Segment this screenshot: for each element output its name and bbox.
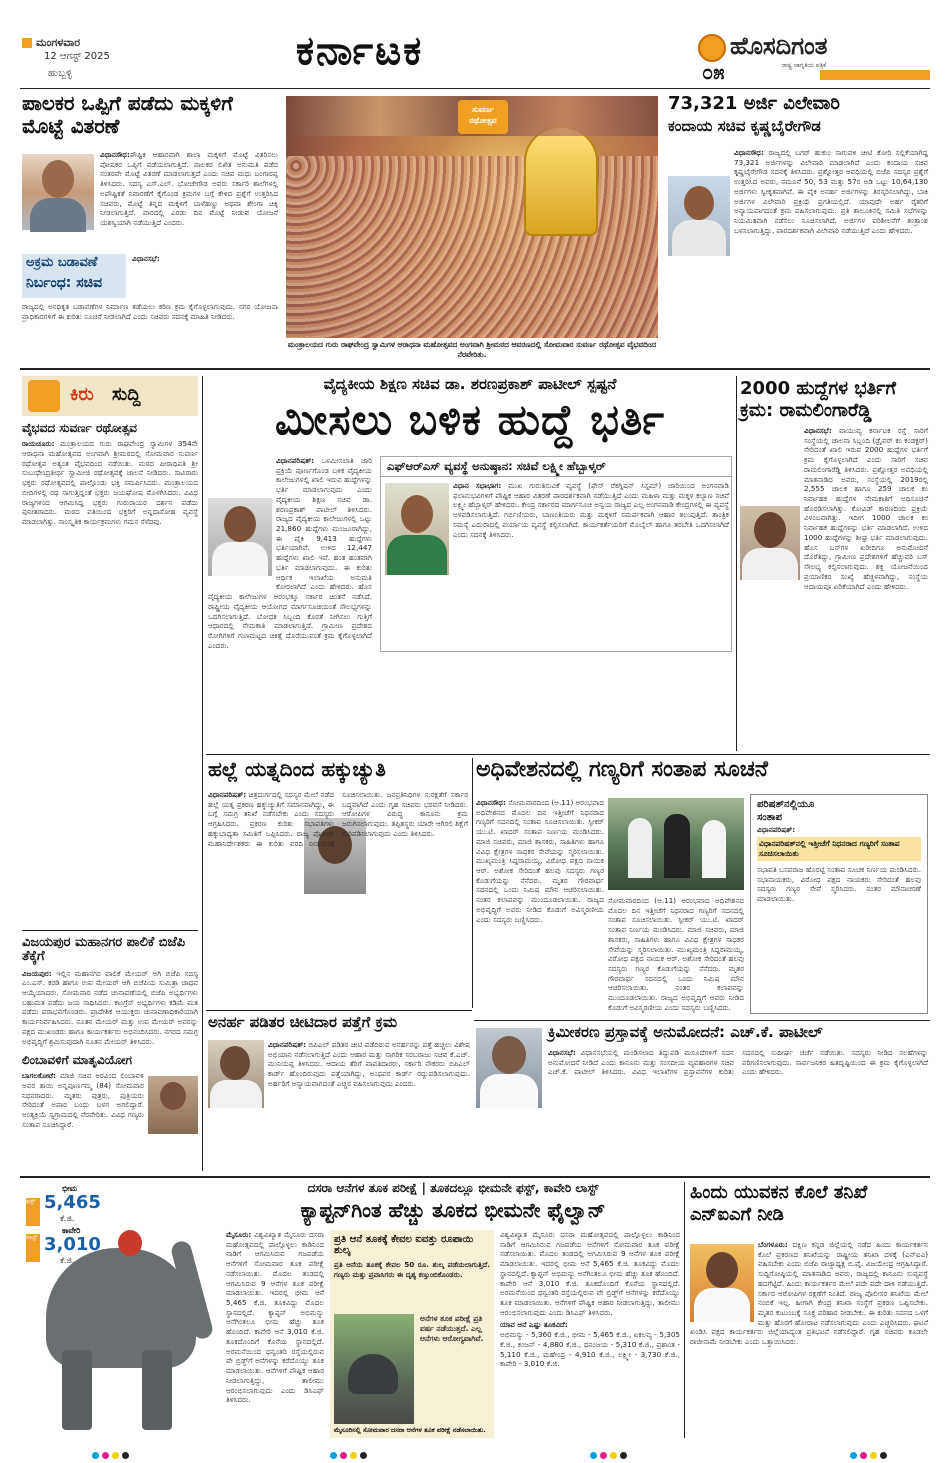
brief-item — [22, 422, 198, 806]
story-body-continued — [500, 1230, 680, 1438]
briefs-title-b: ಸುದ್ದಿ — [112, 384, 141, 405]
chariot-festival-photo — [286, 96, 658, 338]
headline: 2000 ಹುದ್ದೆಗಳ ಭರ್ತಿಗೆ ಕ್ರಮ: ರಾಮಲಿಂಗಾರೆಡ್ಡಿ — [740, 378, 896, 421]
subhead: ಯಾವ ಆನೆ ಎಷ್ಟು ತೂಕವಿದೆ: — [500, 1320, 568, 1330]
golden-chariot-icon — [524, 126, 598, 236]
story-egg-distribution — [22, 92, 278, 252]
story-body — [548, 1048, 928, 1166]
box-quote: ಆನೆಗಳ ತೂಕ ಪರೀಕ್ಷೆ ಪ್ರತಿ ವರ್ಷ ನಡೆಯುತ್ತದೆ. ಎಲ್ಲ ಆನೆಗಳು ಆರೋಗ್ಯವಾಗಿವೆ. — [420, 1314, 484, 1344]
date-accent-bar — [22, 38, 32, 48]
issue-date: 12 ಆಗಸ್ಟ್ 2025 — [44, 51, 110, 62]
story-privilege-breach — [208, 758, 468, 1006]
registration-marks-left — [92, 1444, 132, 1463]
box-headline: ಪ್ರತಿ ಆನೆ ತೂಕಕ್ಕೆ ಕೇವಲ ಐವತ್ತು ರೂಪಾಯಿ ಶುಲ್ಕ — [334, 1234, 474, 1256]
byline: ವಿಧಾನಸಭೆ: — [548, 1048, 576, 1057]
fee-box — [330, 1230, 494, 1438]
briefs-hand-icon — [28, 380, 60, 412]
headline: ಹಿಂದು ಯುವಕನ ಕೊಲೆ ತನಿಖೆ ಎನ್‌ಐಎಗೆ ನೀಡಿ — [690, 1182, 868, 1225]
box-photo-caption: ಮೈಸೂರಿನಲ್ಲಿ ಸೋಮವಾರ ದಸರಾ ಆನೆಗಳ ತೂಕ ಪರೀಕ್ಷೆ ನಡೆಸಲಾಯಿತು. — [334, 1426, 486, 1434]
box-body — [385, 481, 729, 649]
byline: ಮೈಸೂರು: — [226, 1230, 252, 1239]
council-box — [750, 794, 928, 1014]
masthead-rule — [20, 88, 930, 89]
person-figure-icon — [628, 818, 652, 878]
kicker: ದಸರಾ ಆನೆಗಳ ತೂಕ ಪರೀಕ್ಷೆ | ತೂಕದಲ್ಲೂ ಭೀಮನೇ ಫಸ್ಟ್, ಕಾವೇರಿ ಲಾಸ್ಟ್ — [307, 1181, 599, 1195]
box-headline: ಸಂತಾಪ — [757, 812, 782, 823]
column-rule — [736, 376, 737, 751]
story-bill-approval — [476, 1024, 928, 1170]
registration-marks-mid — [590, 1444, 630, 1463]
byline: ವಿಧಾನಪರಿಷತ್: — [208, 790, 247, 799]
headline: 73,321 ಅರ್ಜಿ ವಿಲೇವಾರಿ — [668, 93, 840, 114]
box-headline: ಎಫ್‌ಆರ್‌ಎಸ್ ವ್ಯವಸ್ಥೆ ಅನುಷ್ಠಾನ: ಸಚಿವೆ ಲಕ್ಷ್ಮೀ ಹೆಬ್ಬಾಳ್ಕರ್ — [387, 459, 606, 473]
box-highlight: ವಿಧಾನಪರಿಷತ್‌ನಲ್ಲಿ ಇತ್ತೀಚೆಗೆ ನಿಧನರಾದ ಗಣ್ಯರಿಗೆ ಸಂತಾಪ ಸೂಚಿಸಲಾಯಿತು — [757, 837, 921, 861]
byline: ವಿಧಾನ ಸಭಾಭಾಗ: — [453, 481, 502, 490]
story-text: ವಾಯುವ್ಯ ಕರ್ನಾಟಕ ರಸ್ತೆ ಸಾರಿಗೆ ಸಂಸ್ಥೆಯಲ್ಲಿ ಚಾಲನಾ ಸಿಬ್ಬಂದಿ (ಡ್ರೈವರ್ ಕಂ ಕಂಡಕ್ಟರ್) ಸೇರಿದಂತೆ ಖಾಲಿ ಇರುವ 2000 ಹುದ್ದೆಗಳ ಭರ್ತಿಗೆ ಕ್ರಮ ಕೈಗೊಳ್ಳಲಾಗಿದೆ ಎಂದು ಸಾರಿಗೆ ಸಚಿವ ರಾಮಲಿಂಗಾರೆಡ್ಡಿ ತಿಳಿಸಿದರು. ಪ್ರಶ್ನೋತ್ತರ ಅವಧಿಯಲ್ಲಿ ಮಾತನಾಡಿದ ಅವರು, ಸಂಸ್ಥೆಯಲ್ಲಿ 2019ರಲ್ಲಿ 2,555 ಚಾಲಕ ಹಾಗೂ 259 ಚಾಲಕ ಕಂ ನಿರ್ವಾಹಕ ಹುದ್ದೆಗಳ ನೇಮಕಾತಿಗೆ ಅಧಿಸೂಚನೆ ಹೊರಡಿಸಲಾಗಿತ್ತು. ಕೋವಿಡ್ ಕಾರಣದಿಂದ ಪ್ರಕ್ರಿಯೆ ವಿಳಂಬವಾಗಿತ್ತು. ಇದೀಗ 1000 ಚಾಲಕ ಕಂ ನಿರ್ವಾಹಕ ಹುದ್ದೆಗಳನ್ನು ಭರ್ತಿ ಮಾಡಲಾಗಿದೆ. ಉಳಿದ 1000 ಹುದ್ದೆಗಳನ್ನು ಶೀಘ್ರ ಭರ್ತಿ ಮಾಡಲಾಗುವುದು. ಹೊಸ ಬಸ್‌ಗಳ ಖರೀದಿಗೂ ಅನುಮೋದನೆ ದೊರೆತಿದ್ದು, ಗ್ರಾಮೀಣ ಪ್ರದೇಶಗಳಿಗೆ ಹೆಚ್ಚುವರಿ ಬಸ್ ಸೌಲಭ್ಯ ಕಲ್ಪಿಸಲಾಗುವುದು. ಶಕ್ತಿ ಯೋಜನೆಯಿಂದ ಪ್ರಯಾಣಿಕರ ಸಂಖ್ಯೆ ಹೆಚ್ಚಳವಾಗಿದ್ದು, ಸಂಸ್ಥೆಯ ಆದಾಯವೂ ಏರಿಕೆಯಾಗಿದೆ ಎಂದು ಹೇಳಿದರು. — [804, 426, 928, 591]
story-text: ರಾಜ್ಯದಲ್ಲಿ ಬಗರ್ ಹುಕುಂ ಸಾಗುವಳಿ ಚೀಟಿ ಕೋರಿ ಸಲ್ಲಿಕೆಯಾಗಿದ್ದ 73,321 ಅರ್ಜಿಗಳನ್ನು ವಿಲೇವಾರಿ ಮಾಡಲಾಗಿದೆ ಎಂದು ಕಂದಾಯ ಸಚಿವ ಕೃಷ್ಣಬೈರೇಗೌಡ ಸದನಕ್ಕೆ ತಿಳಿಸಿದರು. ಪ್ರಶ್ನೋತ್ತರ ಅವಧಿಯಲ್ಲಿ ಬಿಜೆಪಿ ಸದಸ್ಯರ ಪ್ರಶ್ನೆಗೆ ಉತ್ತರಿಸಿದ ಅವರು, ನಮೂನೆ 50, 53 ಮತ್ತು 57ರ ಅಡಿ ಒಟ್ಟು 10,64,130 ಅರ್ಜಿಗಳು ಸ್ವೀಕೃತವಾಗಿವೆ. ಈ ಪೈಕಿ ಅನರ್ಹ ಅರ್ಜಿಗಳನ್ನು ತಿರಸ್ಕರಿಸಲಾಗಿದ್ದು, ಬಾಕಿ ಅರ್ಜಿಗಳ ವಿಲೇವಾರಿ ಪ್ರಕ್ರಿಯೆ ಪ್ರಗತಿಯಲ್ಲಿದೆ. ಯಾವುದೇ ಅರ್ಹ ರೈತರಿಗೆ ಅನ್ಯಾಯವಾಗದಂತೆ ಕ್ರಮ ವಹಿಸಲಾಗುವುದು. ಪ್ರತಿ ತಾಲೂಕಿನಲ್ಲಿ ಸಮಿತಿ ಸಭೆಗಳನ್ನು ನಿಯಮಿತವಾಗಿ ನಡೆಸಲು ಸೂಚಿಸಲಾಗಿದೆ. ಅರ್ಜಿಗಳ ಪರಿಶೀಲನೆಗೆ ತಂತ್ರಾಂಶ ಬಳಸಲಾಗುತ್ತಿದ್ದು, ಪಾರದರ್ಶಕವಾಗಿ ವಿಲೇವಾರಿ ನಡೆಯುತ್ತಿದೆ ಎಂದು ಹೇಳಿದರು. — [734, 148, 928, 235]
box-text: ಮುಖ ಗುರುತಿಸುವಿಕೆ ವ್ಯವಸ್ಥೆ (ಫೇಸ್ ರೆಕಗ್ನಿಷನ್ ಸಿಸ್ಟಮ್) ಜಾರಿಯಿಂದ ಅಂಗನವಾಡಿ ಫಲಾನುಭವಿಗಳಿಗೆ ಪೌಷ್ಟಿಕ ಆಹಾರ ವಿತರಣೆ ಪಾರದರ್ಶಕವಾಗಿ ನಡೆಯುತ್ತಿದೆ ಎಂದು ಮಹಿಳಾ ಮತ್ತು ಮಕ್ಕಳ ಕಲ್ಯಾಣ ಸಚಿವೆ ಲಕ್ಷ್ಮೀ ಹೆಬ್ಬಾಳ್ಕರ್ ಹೇಳಿದರು. ಕೇಂದ್ರ ಸರ್ಕಾರದ ಮಾರ್ಗಸೂಚಿ ಅನ್ವಯ ರಾಜ್ಯದ ಎಲ್ಲ ಅಂಗನವಾಡಿ ಕೇಂದ್ರಗಳಲ್ಲಿ ಈ ವ್ಯವಸ್ಥೆ ಅಳವಡಿಸಲಾಗುತ್ತಿದೆ. ಗರ್ಭಿಣಿಯರು, ಬಾಣಂತಿಯರು ಮತ್ತು ಮಕ್ಕಳಿಗೆ ಸಮರ್ಪಕವಾಗಿ ಆಹಾರ ತಲುಪುತ್ತಿದೆ. ತಾಂತ್ರಿಕ ಸಮಸ್ಯೆ ಎದುರಾದಲ್ಲಿ ಪರ್ಯಾಯ ವ್ಯವಸ್ಥೆ ಕಲ್ಪಿಸಲಾಗಿದೆ. ಕಾರ್ಯಕರ್ತೆಯರಿಗೆ ಮೊಬೈಲ್ ಹಾಗೂ ತರಬೇತಿ ಒದಗಿಸಲಾಗಿದೆ ಎಂದು ಸದನಕ್ಕೆ ತಿಳಿಸಿದರು. — [453, 481, 729, 539]
headline: ಹಲ್ಲೆ ಯತ್ನದಿಂದ ಹಕ್ಕುಚ್ಯುತಿ — [208, 757, 386, 781]
story-text: ಸೋಮವಾರದಿಂದ (ಆ.11) ಆರಂಭವಾದ ಅಧಿವೇಶನದ ಮೊದಲ ದಿನ ಇತ್ತೀಚೆಗೆ ನಿಧನರಾದ ಗಣ್ಯರಿಗೆ ಸದನದಲ್ಲಿ ಸಂತಾಪ ಸೂಚಿಸಲಾಯಿತು. ಸ್ಪೀಕರ್ ಯು.ಟಿ. ಖಾದರ್ ಸಂತಾಪ ನಿರ್ಣಯ ಮಂಡಿಸಿದರು. ಮಾಜಿ ಸಚಿವರು, ಮಾಜಿ ಶಾಸಕರು, ಸಾಹಿತಿಗಳು ಹಾಗೂ ವಿವಿಧ ಕ್ಷೇತ್ರಗಳ ಸಾಧಕರ ಸೇವೆಯನ್ನು ಸ್ಮರಿಸಲಾಯಿತು. ಮುಖ್ಯಮಂತ್ರಿ ಸಿದ್ದರಾಮಯ್ಯ, ವಿರೋಧ ಪಕ್ಷದ ನಾಯಕ ಆರ್. ಅಶೋಕ ಸೇರಿದಂತೆ ಹಲವು ಸದಸ್ಯರು ಗಣ್ಯರ ಕೊಡುಗೆಯನ್ನು ನೆನೆದರು. ಮೃತರ ಗೌರವಾರ್ಥ ಸದನದಲ್ಲಿ ಒಂದು ನಿಮಿಷ ಮೌನ ಆಚರಿಸಲಾಯಿತು. ನಂತರ ಕಲಾಪವನ್ನು ಮುಂದೂಡಲಾಯಿತು. ರಾಜ್ಯದ ಅಭಿವೃದ್ಧಿಗೆ ಅವರು ನೀಡಿದ ಕೊಡುಗೆ ಅವಿಸ್ಮರಣೀಯ ಎಂದು ಸದಸ್ಯರು ಬಣ್ಣಿಸಿದರು. — [476, 798, 604, 924]
rank-tag: ಲಾಸ್ಟ್ — [26, 1234, 40, 1262]
story-text: ವಿಧಾನಸಭೆಯಲ್ಲಿ ಮಂಡಿಸಲಾದ ತಿದ್ದುಪಡಿ ಮಸೂದೆಗಳಿಗೆ ಸದನ ಅನುಮೋದನೆ ನೀಡಿದೆ ಎಂದು ಕಾನೂನು ಮತ್ತು ಸಂಸದೀಯ ವ್ಯವಹಾರಗಳ ಸಚಿವ ಎಚ್.ಕೆ. ಪಾಟೀಲ್ ತಿಳಿಸಿದರು. ವಿವಿಧ ಇಲಾಖೆಗಳ ಪ್ರಸ್ತಾವನೆಗಳ ಕುರಿತು ಸದನದಲ್ಲಿ ಸುದೀರ್ಘ ಚರ್ಚೆ ನಡೆಯಿತು. ಸದಸ್ಯರು ನೀಡಿದ ಸಲಹೆಗಳನ್ನು ಪರಿಗಣಿಸಲಾಗುವುದು. ಸಾರ್ವಜನಿಕರ ಹಿತದೃಷ್ಟಿಯಿಂದ ಈ ಕ್ರಮ ಕೈಗೊಳ್ಳಲಾಗಿದೆ ಎಂದು ಹೇಳಿದರು. — [548, 1048, 928, 1077]
date-block — [22, 38, 132, 90]
crowd-texture — [286, 156, 658, 338]
brief-headline: ವಿಜಯಪುರ ಮಹಾನಗರ ಪಾಲಿಕೆ ಬಿಜೆಪಿ ತೆಕ್ಕೆಗೆ — [22, 935, 186, 965]
box-text: ಸಭಾಪತಿ ಬಸವರಾಜ ಹೊರಟ್ಟಿ ಸಂತಾಪ ಸೂಚಕ ನಿರ್ಣಯ ಮಂಡಿಸಿದರು. ಸಭಾನಾಯಕರು, ವಿರೋಧ ಪಕ್ಷದ ನಾಯಕರು ಸೇರಿದಂತೆ ಹಲವು ಸದಸ್ಯರು ಗಣ್ಯರ ಸೇವೆ ಸ್ಮರಿಸಿದರು. ನಂತರ ಮೌನಾಚರಣೆ ಮಾಡಲಾಯಿತು. — [757, 864, 921, 904]
byline: ಬಾಗಲಕೋಟೆ: — [22, 1071, 57, 1081]
frs-box — [380, 456, 732, 652]
registration-marks-center — [330, 1444, 370, 1463]
masthead-logo — [690, 30, 930, 90]
byline: ವಿಧಾನಪರಿಷತ್: — [268, 1040, 307, 1049]
person-figure-icon — [664, 814, 690, 878]
story-nia-probe — [690, 1182, 928, 1438]
box-kicker: ಪರಿಷತ್‌ನಲ್ಲಿಯೂ — [757, 799, 815, 810]
elephant-photo — [22, 1180, 218, 1438]
photo-caption: ಮಂತ್ರಾಲಯದ ಗುರು ರಾಘವೇಂದ್ರ ಸ್ವಾಮಿಗಳ ಆರಾಧನಾ ಮಹೋತ್ಸವದ ಅಂಗವಾಗಿ ಶ್ರೀಮಠದ ಆವರಣದಲ್ಲಿ ಸೋಮವಾರ ಸುವರ್ಣ ರಥೋತ್ಸವ ವೈಭವದಿಂದ ನೆರವೇರಿತು. — [287, 340, 657, 360]
weight-value: 5,465 — [44, 1192, 101, 1213]
weight-value: 3,010 — [44, 1234, 101, 1255]
story-ration-cards — [208, 1014, 470, 1164]
story-text: ವಿಶ್ವವಿಖ್ಯಾತ ಮೈಸೂರು ದಸರಾ ಮಹೋತ್ಸವದಲ್ಲಿ ಪಾಲ್ಗೊಳ್ಳಲು ಕಾಡಿನಿಂದ ನಾಡಿಗೆ ಆಗಮಿಸಿರುವ ಗಜಪಡೆಯ ಆನೆಗಳಿಗೆ ಸೋಮವಾರ ತೂಕ ಪರೀಕ್ಷೆ ನಡೆಸಲಾಯಿತು. ಮೊದಲ ತಂಡದಲ್ಲಿ ಆಗಮಿಸಿರುವ 9 ಆನೆಗಳ ತೂಕ ಪರೀಕ್ಷೆ ಮಾಡಲಾಯಿತು. ಇದರಲ್ಲಿ ಭೀಮ ಆನೆ 5,465 ಕೆ.ಜಿ. ತೂಕವಿದ್ದು ಮೊದಲ ಸ್ಥಾನದಲ್ಲಿದೆ. ಕ್ಯಾಪ್ಟನ್ ಅಭಿಮನ್ಯು ಆನೆಗಿಂತಲೂ ಭೀಮ ಹೆಚ್ಚು ತೂಕ ಹೊಂದಿದೆ. ಕಾವೇರಿ ಆನೆ 3,010 ಕೆ.ಜಿ. ತೂಕದೊಂದಿಗೆ ಕೊನೆಯ ಸ್ಥಾನದಲ್ಲಿದೆ. ಅರಮನೆಯಿಂದ ಧನ್ವಂತರಿ ರಸ್ತೆಯಲ್ಲಿರುವ ವೇ ಬ್ರಿಡ್ಜ್‌ಗೆ ಆನೆಗಳನ್ನು ಕರೆದೊಯ್ದು ತೂಕ ಮಾಡಲಾಯಿತು. ಆನೆಗಳಿಗೆ ಪೌಷ್ಟಿಕ ಆಹಾರ ನೀಡಲಾಗುತ್ತಿದ್ದು, ತಾಲೀಮು ಆರಂಭಿಸಲಾಗುವುದು ಎಂದು ಡಿಸಿಎಫ್ ತಿಳಿಸಿದರು. — [226, 1230, 324, 1405]
brief-body — [22, 439, 198, 799]
story-text: ಚಿತ್ರದುರ್ಗದಲ್ಲಿ ಸದಸ್ಯರ ಮೇಲೆ ನಡೆದ ಹಲ್ಲೆ ಯತ್ನ ಪ್ರಕರಣ ಹಕ್ಕುಚ್ಯುತಿಗೆ ಸಮಾನವಾಗಿದ್ದು, ಈ ಬಗ್ಗೆ ಸಮಗ್ರ ತನಿಖೆ ನಡೆಸಬೇಕು ಎಂದು ಸದಸ್ಯರು ಆಗ್ರಹಿಸಿದರು. ಪ್ರಕರಣ ಕುರಿತು ಸಭಾಪತಿಗಳು ಹಕ್ಕುಬಾಧ್ಯತಾ ಸಮಿತಿಗೆ ಒಪ್ಪಿಸಿದರು. ರಾಜ್ಯ ಪೊಲೀಸ್ ಮಹಾನಿರ್ದೇಶಕರು ಈ ಕುರಿತು ವರದಿ ನೀಡುವಂತೆ ಸೂಚಿಸಲಾಯಿತು. ಜನಪ್ರತಿನಿಧಿಗಳ ಸುರಕ್ಷತೆಗೆ ಸರ್ಕಾರ ಬದ್ಧವಾಗಿದೆ ಎಂದು ಗೃಹ ಸಚಿವರು ಭರವಸೆ ನೀಡಿದರು. ಆರೋಪಿಗಳ ವಿರುದ್ಧ ಕಾನೂನು ಕ್ರಮ ಜರುಗಿಸಲಾಗುವುದು. ತಪ್ಪಿತಸ್ಥರು ಯಾರೇ ಆಗಿರಲಿ ಶಿಕ್ಷೆಗೆ ಗುರಿಪಡಿಸಲಾಗುವುದು ಎಂದು ತಿಳಿಸಿದರು. — [208, 790, 468, 848]
story-body — [668, 148, 928, 366]
person-body-icon — [210, 1080, 262, 1108]
elephants-weighing-photo — [334, 1314, 414, 1424]
headline: ಅಧಿವೇಶನದಲ್ಲಿ ಗಣ್ಯರಿಗೆ ಸಂತಾಪ ಸೂಚನೆ — [476, 757, 768, 782]
logo-tagline: ರಾಷ್ಟ್ರ ಜಾಗೃತಿಯ ಪತ್ರಿಕೆ — [782, 62, 827, 69]
box-text: ಪ್ರತಿ ಆನೆಯ ತೂಕಕ್ಕೆ ಕೇವಲ 50 ರೂ. ಶುಲ್ಕ ಪಡೆಯಲಾಗುತ್ತಿದೆ. ಗಣ್ಯರು ಮತ್ತು ಪ್ರವಾಸಿಗರು ಈ ದೃಶ್ಯ ಕಣ್ತುಂಬಿಕೊಂಡರು. — [334, 1260, 490, 1279]
headline: ಪಾಲಕರ ಒಪ್ಪಿಗೆ ಪಡೆದು ಮಕ್ಕಳಿಗೆ ಮೊಟ್ಟೆ ವಿತರಣೆ — [22, 91, 233, 138]
briefs-header — [22, 376, 198, 416]
person-body-icon — [480, 1074, 538, 1108]
headline: ನಿರ್ಬಂಧ: ಸಚಿವ — [26, 275, 103, 291]
byline: ವಿಧಾನಪರಿಷತ್: — [757, 825, 796, 834]
person-head-icon — [220, 1046, 250, 1080]
headline: ಕ್ಯಾಪ್ಟನ್‌ಗಿಂತ ಹೆಚ್ಚು ತೂಕದ ಭೀಮನೇ ಫೈಲ್ವಾನ್ — [300, 1198, 606, 1223]
brief-text: ಮಾಜಿ ಸಚಿವ ಅರವಿಂದ ಲಿಂಬಾವಳಿ ಅವರ ತಾಯಿ ಅನ್ನಪೂರ್ಣಮ್ಮ (84) ಸೋಮವಾರ ನಿಧನರಾದರು. ಮೃತರು ಪುತ್ರರು, ಪುತ್ರಿಯರು ಸೇರಿದಂತೆ ಅಪಾರ ಬಂಧು ಬಳಗ ಅಗಲಿದ್ದಾರೆ. ಅಂತ್ಯಕ್ರಿಯೆ ಸ್ವಗ್ರಾಮದಲ್ಲಿ ನೆರವೇರಿತು. ವಿವಿಧ ಗಣ್ಯರು ಸಂತಾಪ ಸೂಚಿಸಿದ್ದಾರೆ. — [22, 1071, 144, 1129]
story-applications-disposal — [668, 94, 928, 366]
column-rule — [684, 1182, 685, 1438]
section-rule — [474, 1020, 930, 1021]
story-text: ವಿಶ್ವವಿಖ್ಯಾತ ಮೈಸೂರು ದಸರಾ ಮಹೋತ್ಸವದಲ್ಲಿ ಪಾಲ್ಗೊಳ್ಳಲು ಕಾಡಿನಿಂದ ನಾಡಿಗೆ ಆಗಮಿಸಿರುವ ಗಜಪಡೆಯ ಆನೆಗಳಿಗೆ ಸೋಮವಾರ ತೂಕ ಪರೀಕ್ಷೆ ನಡೆಸಲಾಯಿತು. ಮೊದಲ ತಂಡದಲ್ಲಿ ಆಗಮಿಸಿರುವ 9 ಆನೆಗಳ ತೂಕ ಪರೀಕ್ಷೆ ಮಾಡಲಾಯಿತು. ಇದರಲ್ಲಿ ಭೀಮ ಆನೆ 5,465 ಕೆ.ಜಿ. ತೂಕವಿದ್ದು ಮೊದಲ ಸ್ಥಾನದಲ್ಲಿದೆ. ಕ್ಯಾಪ್ಟನ್ ಅಭಿಮನ್ಯು ಆನೆಗಿಂತಲೂ ಭೀಮ ಹೆಚ್ಚು ತೂಕ ಹೊಂದಿದೆ. ಕಾವೇರಿ ಆನೆ 3,010 ಕೆ.ಜಿ. ತೂಕದೊಂದಿಗೆ ಕೊನೆಯ ಸ್ಥಾನದಲ್ಲಿದೆ. ಅರಮನೆಯಿಂದ ಧನ್ವಂತರಿ ರಸ್ತೆಯಲ್ಲಿರುವ ವೇ ಬ್ರಿಡ್ಜ್‌ಗೆ ಆನೆಗಳನ್ನು ಕರೆದೊಯ್ದು ತೂಕ ಮಾಡಲಾಯಿತು. ಆನೆಗಳಿಗೆ ಪೌಷ್ಟಿಕ ಆಹಾರ ನೀಡಲಾಗುತ್ತಿದ್ದು, ತಾಲೀಮು ಆರಂಭಿಸಲಾಗುವುದು ಎಂದು ಡಿಸಿಎಫ್ ತಿಳಿಸಿದರು. — [500, 1230, 680, 1317]
brief-text: ಮಂತ್ರಾಲಯದ ಗುರು ರಾಘವೇಂದ್ರ ಸ್ವಾಮಿಗಳ 354ನೇ ಆರಾಧನಾ ಮಹೋತ್ಸವದ ಅಂಗವಾಗಿ ಶ್ರೀಮಠದಲ್ಲಿ ಸೋಮವಾರ ಸುವರ್ಣ ರಥೋತ್ಸವ ಅತ್ಯಂತ ವೈಭವದಿಂದ ನಡೆಯಿತು. ಮಠದ ಪೀಠಾಧಿಪತಿ ಶ್ರೀ ಸುಬುಧೇಂದ್ರತೀರ್ಥ ಸ್ವಾಮೀಜಿ ರಥೋತ್ಸವಕ್ಕೆ ಚಾಲನೆ ನೀಡಿದರು. ಸಾವಿರಾರು ಭಕ್ತರು ರಥೋತ್ಸವದಲ್ಲಿ ಪಾಲ್ಗೊಂಡು ಭಕ್ತಿ ಸಮರ್ಪಿಸಿದರು. ಮಂತ್ರಾಲಯದ ಬೀದಿಗಳಲ್ಲಿ ರಥ ಸಾಗುತ್ತಿದ್ದಂತೆ ಭಕ್ತರು ಜಯಘೋಷ ಮೊಳಗಿಸಿದರು. ವಿವಿಧ ರಾಜ್ಯಗಳಿಂದ ಆಗಮಿಸಿದ್ದ ಭಕ್ತರು ಗುರುರಾಯರ ದರ್ಶನ ಪಡೆದು ಪುನೀತರಾದರು. ಮಠದ ವತಿಯಿಂದ ಭಕ್ತರಿಗೆ ಅನ್ನದಾಸೋಹ ವ್ಯವಸ್ಥೆ ಮಾಡಲಾಗಿತ್ತು. ಸಾಂಸ್ಕೃತಿಕ ಕಾರ್ಯಕ್ರಮಗಳು ಗಮನ ಸೆಳೆದವು. — [22, 439, 198, 526]
issue-day: ಮಂಗಳವಾರ — [36, 36, 81, 49]
byline: ರಾಯಚೂರು: — [22, 439, 55, 449]
story-body — [476, 798, 604, 1014]
brief-divider — [22, 930, 198, 931]
story-body — [132, 254, 278, 298]
weights-list: ಅಭಿಮನ್ಯು - 5,360 ಕೆ.ಜಿ., ಭೀಮ - 5,465 ಕೆ.ಜಿ., ಏಕಲವ್ಯ - 5,305 ಕೆ.ಜಿ., ಕಂಜನ್ - 4,880 ಕೆ.ಜಿ., ಧನಂಜಯ - 5,310 ಕೆ.ಜಿ., ಪ್ರಶಾಂತ - 5,110 ಕೆ.ಜಿ., ಮಹೇಂದ್ರ - 4,910 ಕೆ.ಜಿ., ಲಕ್ಷ್ಮೀ - 3,730 ಕೆ.ಜಿ., ಕಾವೇರಿ - 3,010 ಕೆ.ಜಿ. — [500, 1330, 680, 1369]
section-rule — [20, 1176, 930, 1178]
story-condolence — [476, 758, 928, 1018]
story-medical-posts — [208, 376, 732, 751]
brief-headline: ವೈಭವದ ಸುವರ್ಣ ರಥೋತ್ಸವ — [22, 421, 137, 435]
brief-body — [22, 1071, 144, 1161]
edition-city: ಹುಬ್ಬಳ್ಳಿ — [48, 68, 73, 79]
brief-item — [22, 936, 198, 1048]
logo-text: ಹೊಸದಿಗಂತ — [730, 32, 828, 60]
brief-body — [22, 968, 198, 1046]
minister-photo — [476, 1028, 542, 1108]
byline: ಬೆಂಗಳೂರು: — [758, 1240, 788, 1249]
headline: ಮೀಸಲು ಬಳಿಕ ಹುದ್ದೆ ಭರ್ತಿ — [274, 394, 665, 444]
headline: ಕ್ರಿಮೀಕರಣ ಪ್ರಸ್ತಾವಕ್ಕೆ ಅನುಮೋದನೆ: ಎಚ್.ಕೆ. ಪಾಟೀಲ್ — [548, 1023, 823, 1041]
person-figure-icon — [702, 820, 726, 878]
story-body — [22, 150, 278, 250]
elephant-icon — [348, 1354, 398, 1394]
box-byline-row — [751, 825, 927, 835]
person-head-icon — [160, 1082, 186, 1110]
section-rule — [206, 1010, 472, 1011]
elephant-name: ಕಾವೇರಿ — [62, 1226, 81, 1235]
mahout-icon — [118, 1230, 142, 1256]
kicker: ವೈದ್ಯಕೀಯ ಶಿಕ್ಷಣ ಸಚಿವ ಡಾ. ಶರಣಪ್ರಕಾಶ್ ಪಾಟೀಲ್ ಸ್ಪಷ್ಟನೆ — [323, 375, 617, 393]
briefs-column — [22, 376, 198, 1171]
story-body — [208, 456, 372, 746]
story-body-continued: ಸೋಮವಾರದಿಂದ (ಆ.11) ಆರಂಭವಾದ ಅಧಿವೇಶನದ ಮೊದಲ ದಿನ ಇತ್ತೀಚೆಗೆ ನಿಧನರಾದ ಗಣ್ಯರಿಗೆ ಸದನದಲ್ಲಿ ಸಂತಾಪ ಸೂಚಿಸಲಾಯಿತು. ಸ್ಪೀಕರ್ ಯು.ಟಿ. ಖಾದರ್ ಸಂತಾಪ ನಿರ್ಣಯ ಮಂಡಿಸಿದರು. ಮಾಜಿ ಸಚಿವರು, ಮಾಜಿ ಶಾಸಕರು, ಸಾಹಿತಿಗಳು ಹಾಗೂ ವಿವಿಧ ಕ್ಷೇತ್ರಗಳ ಸಾಧಕರ ಸೇವೆಯನ್ನು ಸ್ಮರಿಸಲಾಯಿತು. ಮುಖ್ಯಮಂತ್ರಿ ಸಿದ್ದರಾಮಯ್ಯ, ವಿರೋಧ ಪಕ್ಷದ ನಾಯಕ ಆರ್. ಅಶೋಕ ಸೇರಿದಂತೆ ಹಲವು ಸದಸ್ಯರು ಗಣ್ಯರ ಕೊಡುಗೆಯನ್ನು ನೆನೆದರು. ಮೃತರ ಗೌರವಾರ್ಥ ಸದನದಲ್ಲಿ ಒಂದು ನಿಮಿಷ ಮೌನ ಆಚರಿಸಲಾಯಿತು. ನಂತರ ಕಲಾಪವನ್ನು ಮುಂದೂಡಲಾಯಿತು. ರಾಜ್ಯದ ಅಭಿವೃದ್ಧಿಗೆ ಅವರು ನೀಡಿದ ಕೊಡುಗೆ ಅವಿಸ್ಮರಣೀಯ ಎಂದು ಸದಸ್ಯರು ಬಣ್ಣಿಸಿದರು. — [608, 896, 744, 1012]
registration-marks-right — [850, 1444, 890, 1463]
story-body — [208, 790, 468, 1000]
story-text: ಒಳಮೀಸಲಾತಿ ಜಾರಿ ಪ್ರಕ್ರಿಯೆ ಪೂರ್ಣಗೊಂಡ ಬಳಿಕ ವೈದ್ಯಕೀಯ ಕಾಲೇಜುಗಳಲ್ಲಿ ಖಾಲಿ ಇರುವ ಹುದ್ದೆಗಳನ್ನು ಭರ್ತಿ ಮಾಡಲಾಗುವುದು ಎಂದು ವೈದ್ಯಕೀಯ ಶಿಕ್ಷಣ ಸಚಿವ ಡಾ. ಶರಣಪ್ರಕಾಶ್ ಪಾಟೀಲ್ ತಿಳಿಸಿದರು. ರಾಜ್ಯದ ವೈದ್ಯಕೀಯ ಕಾಲೇಜುಗಳಲ್ಲಿ ಒಟ್ಟು 21,860 ಹುದ್ದೆಗಳು ಮಂಜೂರಾಗಿದ್ದು, ಈ ಪೈಕಿ 9,413 ಹುದ್ದೆಗಳು ಭರ್ತಿಯಾಗಿವೆ. ಉಳಿದ 12,447 ಹುದ್ದೆಗಳು ಖಾಲಿ ಇವೆ. ಹಂತ ಹಂತವಾಗಿ ಭರ್ತಿ ಮಾಡಲಾಗುವುದು. ಈ ಕುರಿತು ಆರ್ಥಿಕ ಇಲಾಖೆಯ ಅನುಮತಿ ಕೋರಲಾಗಿದೆ ಎಂದು ಹೇಳಿದರು. ಹೊಸ ವೈದ್ಯಕೀಯ ಕಾಲೇಜುಗಳ ಆರಂಭಕ್ಕೂ ಸರ್ಕಾರ ಚಿಂತನೆ ನಡೆಸಿದೆ. ರಾಷ್ಟ್ರೀಯ ವೈದ್ಯಕೀಯ ಆಯೋಗದ ಮಾರ್ಗಸೂಚಿಯಂತೆ ಸೌಲಭ್ಯಗಳನ್ನು ಒದಗಿಸಲಾಗುತ್ತಿದೆ. ಬೋಧಕ ಸಿಬ್ಬಂದಿ ಕೊರತೆ ನೀಗಿಸಲು ಗುತ್ತಿಗೆ ಆಧಾರದಲ್ಲಿ ನೇಮಕಾತಿ ಮಾಡಲಾಗುತ್ತಿದೆ. ಗ್ರಾಮೀಣ ಪ್ರದೇಶದ ರೋಗಿಗಳಿಗೆ ಗುಣಮಟ್ಟದ ಚಿಕಿತ್ಸೆ ದೊರೆಯುವಂತೆ ಕ್ರಮ ಕೈಗೊಳ್ಳಲಾಗಿದೆ ಎಂದರು. — [208, 456, 372, 650]
rank-tag: ಫಸ್ಟ್ — [26, 1198, 40, 1226]
obituary-photo — [148, 1076, 198, 1134]
weight-unit: ಕೆ.ಜಿ. — [60, 1214, 75, 1223]
brief-headline: ಲಿಂಬಾವಳಿಗೆ ಮಾತೃವಿಯೋಗ — [22, 1053, 132, 1067]
photo-tag — [458, 100, 508, 134]
byline: ವಿಧಾನಸಭೆ: — [132, 254, 160, 263]
story-body — [690, 1240, 928, 1438]
elephant-leg-icon — [62, 1350, 92, 1430]
byline: ವಿಧಾನಸೌಧ: — [734, 148, 764, 157]
subhead: ಕಂದಾಯ ಸಚಿವ ಕೃಷ್ಣಬೈರೇಗೌಡ — [668, 116, 821, 135]
story-text: ಬಿಪಿಎಲ್ ಪಡಿತರ ಚೀಟಿ ಪಡೆದಿರುವ ಅನರ್ಹರನ್ನು ಪತ್ತೆ ಹಚ್ಚಲು ವಿಶೇಷ ಅಭಿಯಾನ ನಡೆಸಲಾಗುತ್ತಿದೆ ಎಂದು ಆಹಾರ ಮತ್ತು ನಾಗರಿಕ ಸರಬರಾಜು ಸಚಿವ ಕೆ.ಎಚ್. ಮುನಿಯಪ್ಪ ತಿಳಿಸಿದರು. ಆದಾಯ ತೆರಿಗೆ ಪಾವತಿದಾರರು, ಸರ್ಕಾರಿ ನೌಕರರು ಬಿಪಿಎಲ್ ಕಾರ್ಡ್ ಹೊಂದಿರುವುದು ಪತ್ತೆಯಾಗಿದ್ದು, ಅಂಥವರ ಕಾರ್ಡ್ ರದ್ದುಪಡಿಸಲಾಗುವುದು. ಅರ್ಹರಿಗೆ ಅನ್ಯಾಯವಾಗದಂತೆ ಎಚ್ಚರ ವಹಿಸಲಾಗುವುದು ಎಂದರು. — [268, 1040, 470, 1088]
kicker: ಅಕ್ರಮ ಬಡಾವಣೆ — [26, 255, 98, 270]
masthead-ribbon — [820, 70, 930, 80]
page-number: ೦೫ — [702, 60, 725, 84]
brief-text: ಇಲ್ಲಿನ ಮಹಾನಗರ ಪಾಲಿಕೆ ಮೇಯರ್ ಆಗಿ ಬಿಜೆಪಿ ಸದಸ್ಯ ಎಂ.ಎಸ್. ಕರಡಿ ಹಾಗೂ ಉಪ ಮೇಯರ್ ಆಗಿ ಬಿಜೆಪಿಯ ಸುಮಿತ್ರಾ ಜಾಧವ ಆಯ್ಕೆಯಾದರು. ಸೋಮವಾರ ನಡೆದ ಚುನಾವಣೆಯಲ್ಲಿ ಬಿಜೆಪಿ ಅಭ್ಯರ್ಥಿಗಳು ಬಹುಮತ ಪಡೆದು ಜಯ ಸಾಧಿಸಿದರು. ಕಾಂಗ್ರೆಸ್ ಅಭ್ಯರ್ಥಿಗಳು ಕಡಿಮೆ ಮತ ಪಡೆದು ಪರಾಭವಗೊಂಡರು. ಪ್ರಾದೇಶಿಕ ಆಯುಕ್ತರು ಚುನಾವಣಾಧಿಕಾರಿಯಾಗಿ ಕಾರ್ಯನಿರ್ವಹಿಸಿದರು. ನೂತನ ಮೇಯರ್ ಮತ್ತು ಉಪ ಮೇಯರ್ ಅವರನ್ನು ಪಕ್ಷದ ಮುಖಂಡರು ಹಾಗೂ ಕಾರ್ಯಕರ್ತರು ಅಭಿನಂದಿಸಿದರು. ನಗರದ ಸಮಗ್ರ ಅಭಿವೃದ್ಧಿಗೆ ಶ್ರಮಿಸುವುದಾಗಿ ನೂತನ ಮೇಯರ್ ತಿಳಿಸಿದರು. — [22, 968, 198, 1046]
briefs-title-a: ಕಿರು — [70, 384, 94, 405]
column-rule — [472, 758, 473, 1008]
story-dasara-elephants — [226, 1182, 680, 1438]
story-text: ರಾಜ್ಯದಲ್ಲಿ ಅನಧಿಕೃತ ಬಡಾವಣೆಗಳ ನಿರ್ಮಾಣ ತಡೆಯಲು ಕಠಿಣ ಕ್ರಮ ಕೈಗೊಳ್ಳಲಾಗುವುದು. ನಗರ ಯೋಜನಾ ಪ್ರಾಧಿಕಾರಗಳಿಗೆ ಈ ಕುರಿತು ಸೂಚನೆ ನೀಡಲಾಗಿದೆ ಎಂದು ಸಚಿವರು ಸದನಕ್ಕೆ ಮಾಹಿತಿ ನೀಡಿದರು. — [22, 302, 278, 321]
byline: ವಿಧಾನಸೌಧ: — [100, 150, 130, 159]
story-body — [740, 426, 928, 748]
assembly-photo — [608, 798, 744, 890]
section-title: ಕರ್ನಾಟಕ — [296, 28, 424, 74]
brief-item — [22, 1054, 198, 1171]
story-transport-posts — [740, 378, 928, 750]
story-text: ಪೌಷ್ಟಿಕ ಆಹಾರವಾಗಿ ಶಾಲಾ ಮಕ್ಕಳಿಗೆ ಮೊಟ್ಟೆ ವಿತರಿಸಲು ಪೋಷಕರ ಒಪ್ಪಿಗೆ ಪಡೆಯಲಾಗುತ್ತಿದೆ. ಪಾಲಕರ ಲಿಖಿತ ಅನುಮತಿ ಪಡೆದ ನಂತರವೇ ಮೊಟ್ಟೆ ವಿತರಣೆ ಮಾಡಲಾಗುತ್ತದೆ ಎಂದು ಸಚಿವ ಮಧು ಬಂಗಾರಪ್ಪ ತಿಳಿಸಿದರು. ಸದಸ್ಯ ಎಸ್.ಎಲ್. ಭೋಜೇಗೌಡ ಅವರು ಸರ್ಕಾರಿ ಶಾಲೆಗಳಲ್ಲಿ ಅಪೌಷ್ಟಿಕತೆ ನಿವಾರಣೆಗೆ ಕೈಗೊಂಡ ಕ್ರಮಗಳ ಬಗ್ಗೆ ಕೇಳಿದ ಪ್ರಶ್ನೆಗೆ ಉತ್ತರಿಸಿದ ಸಚಿವರು, ಮೊಟ್ಟೆ ತಿನ್ನದ ಮಕ್ಕಳಿಗೆ ಬಾಳೆಹಣ್ಣು ಅಥವಾ ಶೇಂಗಾ ಚಿಕ್ಕಿ ನೀಡಲಾಗುತ್ತಿದೆ. ವಾರದಲ್ಲಿ ಎರಡು ದಿನ ಮೊಟ್ಟೆ ನೀಡುವ ಯೋಜನೆ ಯಶಸ್ವಿಯಾಗಿ ನಡೆಯುತ್ತಿದೆ ಎಂದರು. — [100, 150, 278, 228]
photo-tag-text: ಸುವರ್ಣ ರಥೋತ್ಸವ — [469, 105, 497, 126]
frs-box-header — [381, 457, 731, 477]
byline: ವಿಧಾನಪರಿಷತ್: — [276, 456, 315, 465]
byline: ವಿಧಾನಸಭೆ: — [804, 426, 832, 435]
story-illegal-layouts — [22, 254, 278, 362]
story-text: ದಕ್ಷಿಣ ಕನ್ನಡ ಜಿಲ್ಲೆಯಲ್ಲಿ ನಡೆದ ಹಿಂದು ಕಾರ್ಯಕರ್ತನ ಕೊಲೆ ಪ್ರಕರಣದ ತನಿಖೆಯನ್ನು ರಾಷ್ಟ್ರೀಯ ತನಿಖಾ ದಳಕ್ಕೆ (ಎನ್‌ಐಎ) ವಹಿಸಬೇಕು ಎಂದು ಬಿಜೆಪಿ ರಾಜ್ಯಾಧ್ಯಕ್ಷ ಬಿ.ವೈ. ವಿಜಯೇಂದ್ರ ಆಗ್ರಹಿಸಿದ್ದಾರೆ. ಸುದ್ದಿಗೋಷ್ಠಿಯಲ್ಲಿ ಮಾತನಾಡಿದ ಅವರು, ರಾಜ್ಯದಲ್ಲಿ ಕಾನೂನು ಸುವ್ಯವಸ್ಥೆ ಹದಗೆಟ್ಟಿದೆ. ಹಿಂದು ಕಾರ್ಯಕರ್ತರ ಮೇಲೆ ಪದೇ ಪದೇ ದಾಳಿ ನಡೆಯುತ್ತಿದೆ. ಸರ್ಕಾರ ಆರೋಪಿಗಳ ರಕ್ಷಣೆಗೆ ನಿಂತಿದೆ. ರಾಜ್ಯ ಪೊಲೀಸರ ತನಿಖೆಯ ಮೇಲೆ ನಂಬಿಕೆ ಇಲ್ಲ. ಹೀಗಾಗಿ ಕೇಂದ್ರ ತನಿಖಾ ಸಂಸ್ಥೆಗೆ ಪ್ರಕರಣ ಒಪ್ಪಿಸಬೇಕು. ಮೃತರ ಕುಟುಂಬಕ್ಕೆ ಸೂಕ್ತ ಪರಿಹಾರ ನೀಡಬೇಕು. ಈ ಕುರಿತು ಸದನದ ಒಳಗೆ ಮತ್ತು ಹೊರಗೆ ಹೋರಾಟ ನಡೆಸಲಾಗುವುದು ಎಂದು ಎಚ್ಚರಿಸಿದರು. ಘಟನೆ ಖಂಡಿಸಿ ಪಕ್ಷದ ಕಾರ್ಯಕರ್ತರು ಜಿಲ್ಲೆಯಾದ್ಯಂತ ಪ್ರತಿಭಟನೆ ನಡೆಸಲಿದ್ದಾರೆ. ಗೃಹ ಸಚಿವರು ಕೂಡಲೇ ರಾಜೀನಾಮೆ ನೀಡಬೇಕು ಎಂದು ಒತ್ತಾಯಿಸಿದರು. — [690, 1240, 928, 1347]
column-rule — [202, 376, 203, 1171]
weight-unit: ಕೆ.ಜಿ. — [60, 1256, 75, 1265]
minister-photo — [208, 1040, 264, 1108]
person-head-icon — [492, 1036, 526, 1074]
byline: ವಿಧಾನಸೌಧ: — [476, 798, 506, 807]
story-body — [226, 1230, 324, 1438]
elephant-leg-icon — [142, 1350, 172, 1430]
byline: ವಿಜಯಪುರ: — [22, 968, 52, 978]
story-body — [268, 1040, 470, 1162]
section-rule — [20, 368, 930, 370]
headline: ಅನರ್ಹ ಪಡಿತರ ಚೀಟಿದಾರ ಪತ್ತೆಗೆ ಕ್ರಮ — [208, 1013, 398, 1031]
logo-sun-icon — [698, 34, 726, 62]
section-rule — [206, 754, 930, 755]
elephant-name: ಭೀಮ — [62, 1184, 78, 1193]
